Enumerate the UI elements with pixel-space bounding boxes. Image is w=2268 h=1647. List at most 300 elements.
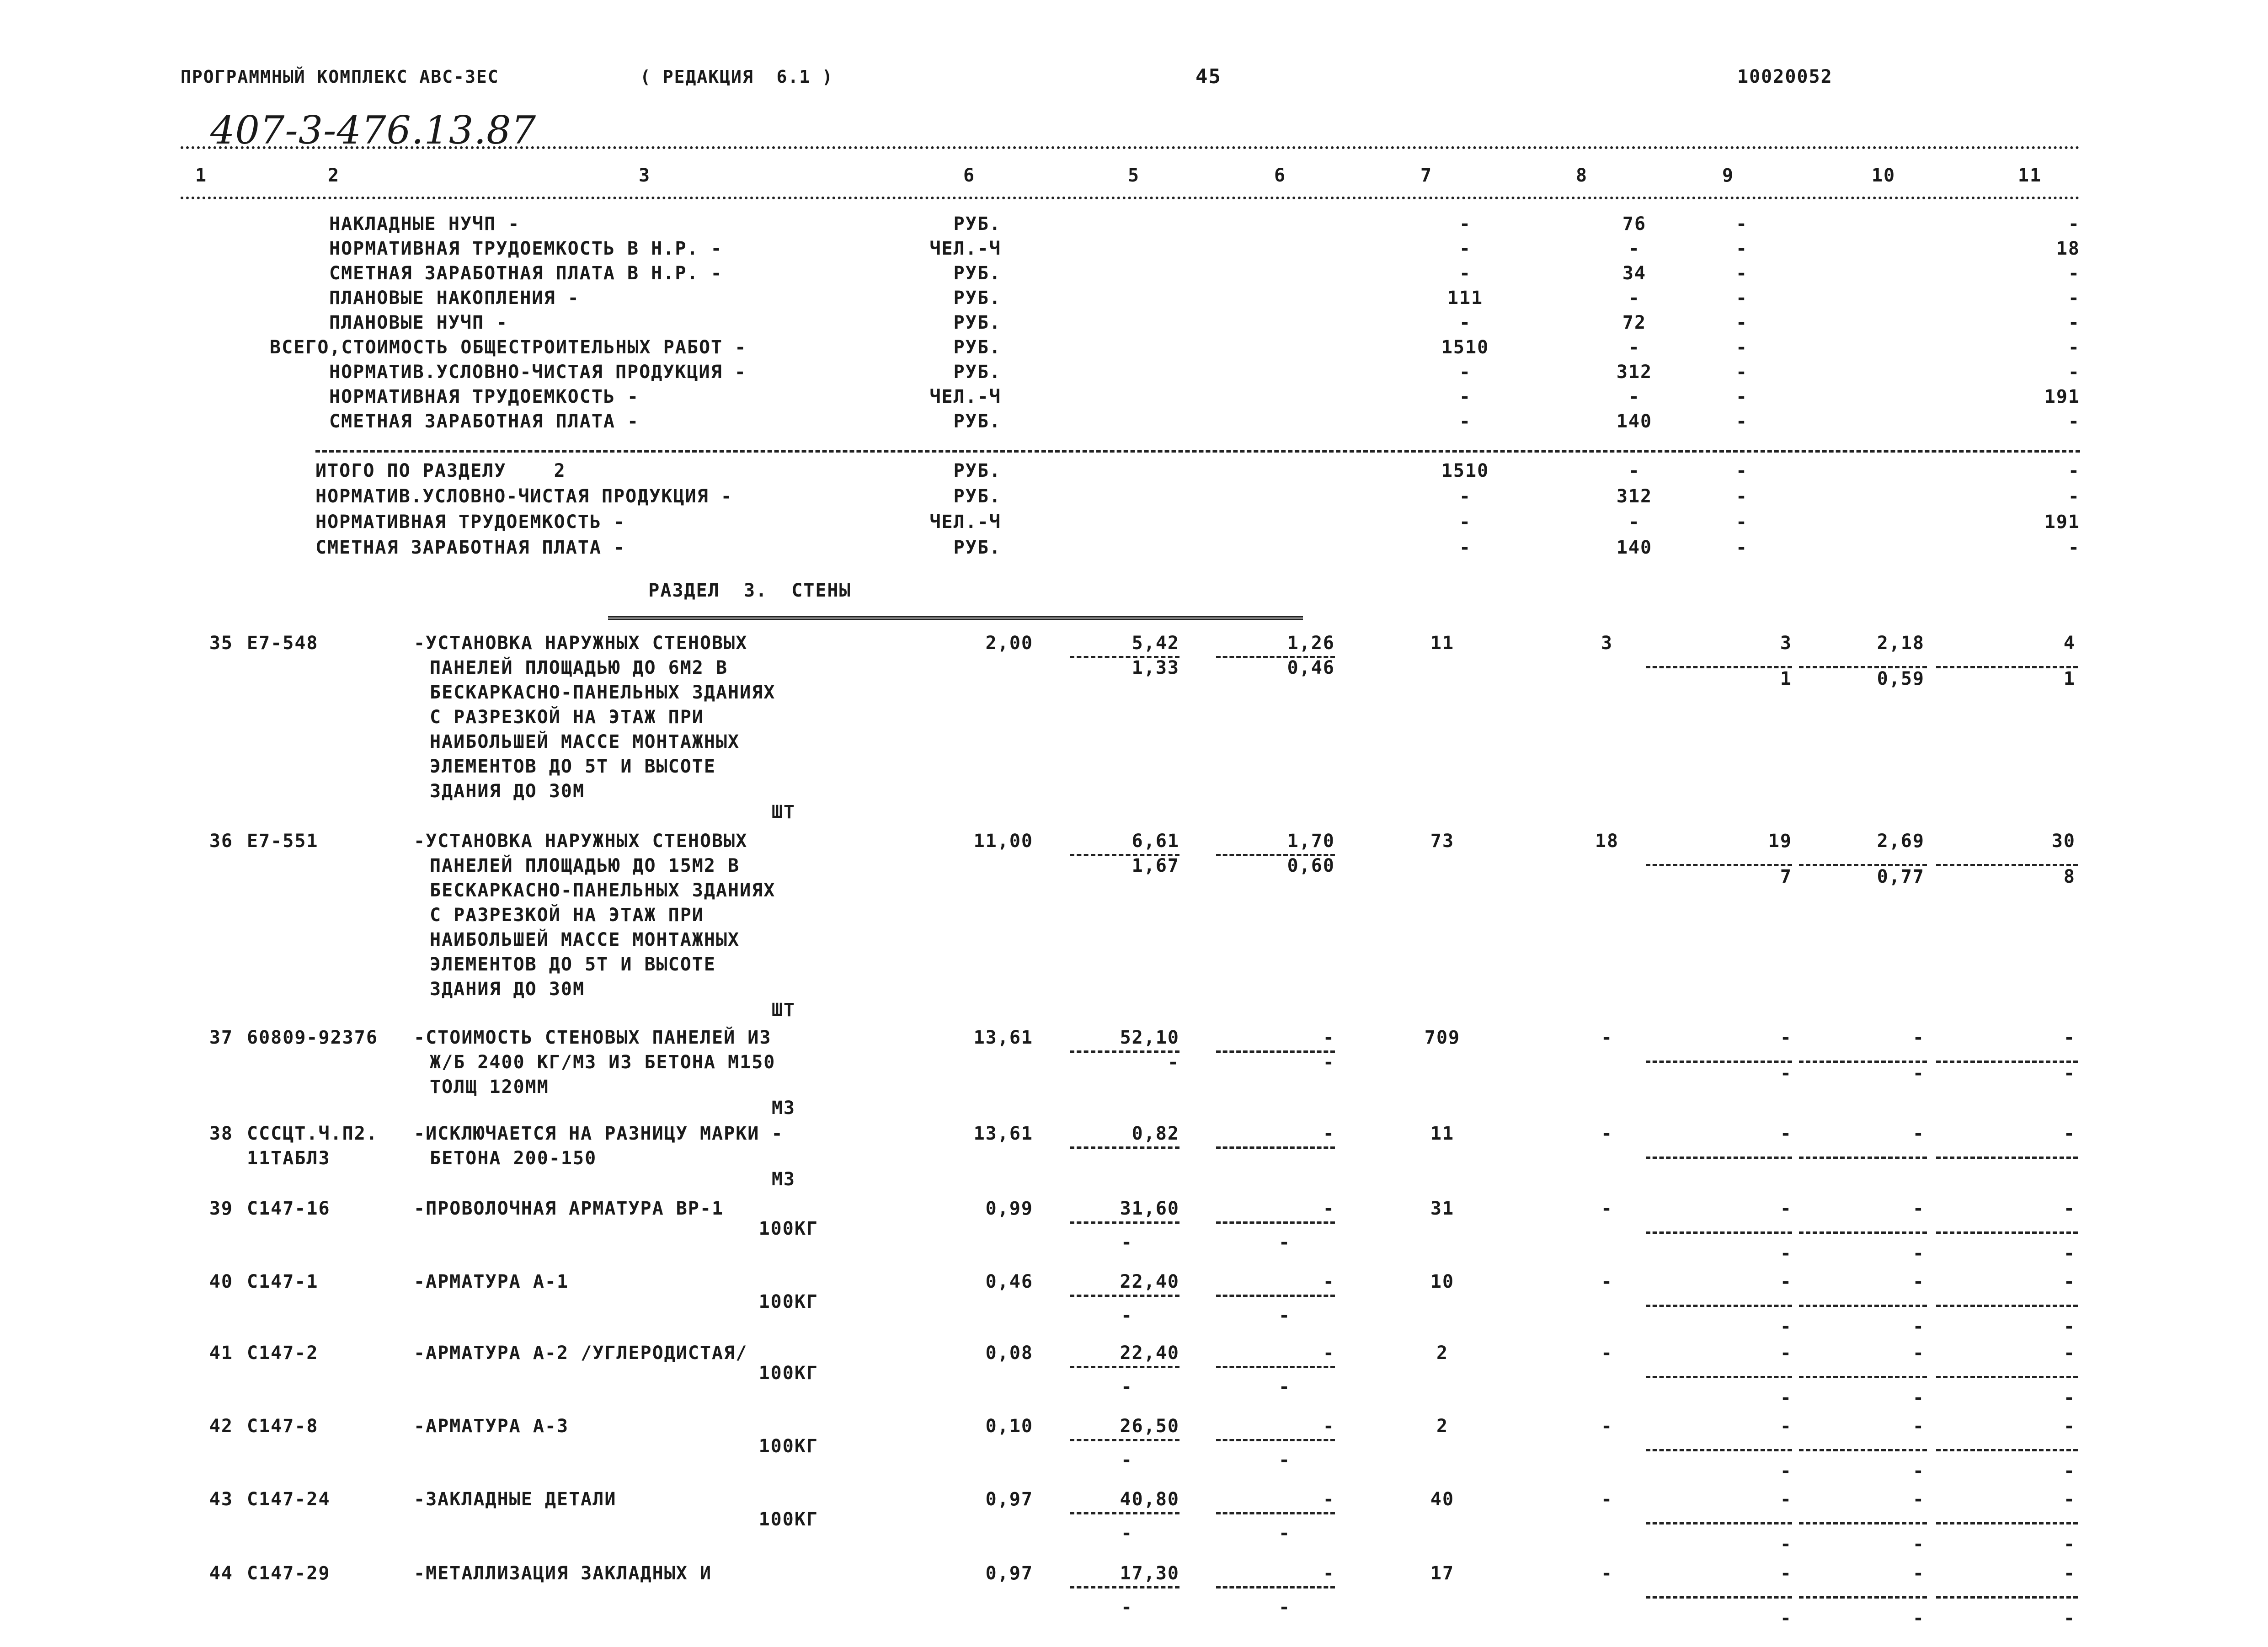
summary-col9: - (1735, 312, 1748, 333)
item-number: 39 (209, 1198, 233, 1219)
summary-col8: - (1628, 288, 1641, 309)
item-col6-second: - (1323, 1052, 1335, 1073)
item-col6: - (1323, 1198, 1335, 1219)
column-header-5: 5 (1127, 165, 1140, 186)
item-col8: - (1601, 1563, 1613, 1584)
item-col10-second: - (1912, 1243, 1925, 1264)
page-number: 45 (1195, 65, 1222, 88)
summary-col9: - (1735, 337, 1748, 358)
item-col6: - (1323, 1123, 1335, 1144)
item-col9-second: - (1780, 1608, 1792, 1629)
summary-unit: РУБ. (953, 213, 1001, 235)
item-col10-second: 0,59 (1877, 668, 1925, 689)
item-unit: М3 (771, 1169, 795, 1190)
item-unit: М3 (771, 1098, 795, 1119)
summary-unit: ЧЕЛ.-Ч (929, 386, 1001, 407)
item-col10: - (1912, 1198, 1925, 1219)
summary-col7: - (1459, 263, 1472, 284)
summary-label: НОРМАТИВНАЯ ТРУДОЕМКОСТЬ - (329, 386, 640, 407)
item-subrule (1936, 864, 2078, 866)
summary-col9: - (1735, 486, 1748, 507)
item-unit: 100КГ (758, 1509, 818, 1530)
item-col11: - (2063, 1563, 2076, 1584)
item-col10-second: - (1912, 1534, 1925, 1555)
summary-unit: РУБ. (953, 411, 1001, 432)
item-col11: - (2063, 1027, 2076, 1048)
column-header-10: 10 (1871, 165, 1896, 186)
item-col10: 2,69 (1877, 831, 1925, 852)
item-subrule (1799, 1522, 1927, 1524)
summary-col8: - (1628, 512, 1641, 533)
summary-label: НОРМАТИВ.УСЛОВНО-ЧИСТАЯ ПРОДУКЦИЯ - (329, 362, 747, 383)
item-col9-second: 7 (1780, 866, 1792, 887)
summary-col9: - (1735, 411, 1748, 432)
item-col11-second: - (2063, 1534, 2076, 1555)
summary-col9: - (1735, 537, 1748, 558)
item-col5: 40,80 (1120, 1489, 1179, 1510)
summary-separator (315, 450, 2080, 453)
item-subrule (1646, 1596, 1792, 1599)
item-col5: 22,40 (1120, 1271, 1179, 1292)
item-col11: 4 (2063, 633, 2076, 654)
item-subrule (1936, 1231, 2078, 1234)
item-subrule (1216, 1295, 1335, 1297)
document-code: 10020052 (1737, 66, 1833, 87)
item-subrule (1646, 1376, 1792, 1378)
item-subrule (1070, 1439, 1179, 1441)
item-col9: - (1780, 1416, 1792, 1437)
item-description-line: ЗДАНИЯ ДО 30М (430, 979, 585, 1000)
column-header-11: 11 (2017, 165, 2042, 186)
summary-col9: - (1735, 238, 1748, 259)
item-subrule (1216, 1366, 1335, 1368)
item-number: 43 (209, 1489, 233, 1510)
column-header-9: 9 (1722, 165, 1734, 186)
summary-col7: - (1459, 213, 1472, 235)
item-col10-second: - (1912, 1608, 1925, 1629)
summary-col9: - (1735, 263, 1748, 284)
item-col11: - (2063, 1416, 2076, 1437)
item-col7: 709 (1424, 1027, 1461, 1048)
edition-label: ( РЕДАКЦИЯ 6.1 ) (640, 67, 833, 87)
item-col10: - (1912, 1123, 1925, 1144)
item-code-line2: 11ТАБЛ3 (247, 1148, 331, 1169)
item-description-line: НАИБОЛЬШЕЙ МАССЕ МОНТАЖНЫХ (430, 731, 740, 752)
item-number: 41 (209, 1343, 233, 1364)
item-code: СССЦТ.Ч.П2. (247, 1123, 378, 1144)
item-col5: 17,30 (1120, 1563, 1179, 1584)
section-title: РАЗДЕЛ 3. СТЕНЫ (648, 580, 851, 601)
item-subrule (1646, 1157, 1792, 1159)
summary-col7: 111 (1447, 288, 1484, 309)
item-quantity: 0,97 (985, 1563, 1033, 1584)
item-quantity: 13,61 (973, 1027, 1033, 1048)
item-description-line: -ИСКЛЮЧАЕТСЯ НА РАЗНИЦУ МАРКИ - (414, 1123, 784, 1144)
item-col7: 10 (1430, 1271, 1455, 1292)
item-subrule (1799, 1157, 1927, 1159)
item-subrule (1936, 1061, 2078, 1063)
item-quantity: 0,08 (985, 1343, 1033, 1364)
item-col9-second: - (1780, 1387, 1792, 1408)
summary-col8: - (1628, 460, 1641, 481)
summary-col8: 140 (1616, 411, 1653, 432)
item-col9: 19 (1768, 831, 1792, 852)
item-col6: 1,70 (1287, 831, 1335, 852)
section-title-underline (608, 616, 1303, 620)
item-col5-second: - (1121, 1376, 1133, 1397)
summary-col8: 72 (1622, 312, 1647, 333)
item-col7: 2 (1436, 1343, 1449, 1364)
summary-unit: РУБ. (953, 312, 1001, 333)
summary-col7: - (1459, 512, 1472, 533)
summary-col7: - (1459, 486, 1472, 507)
summary-label: СМЕТНАЯ ЗАРАБОТНАЯ ПЛАТА - (329, 411, 640, 432)
item-subrule (1646, 1522, 1792, 1524)
item-col5: 6,61 (1131, 831, 1179, 852)
item-col5-second: - (1121, 1450, 1133, 1471)
item-col5-second: - (1121, 1523, 1133, 1544)
item-col10-second: - (1912, 1460, 1925, 1482)
item-subrule (1070, 1586, 1179, 1588)
item-code: С147-2 (247, 1343, 319, 1364)
summary-unit: ЧЕЛ.-Ч (929, 238, 1001, 259)
item-col6-second: - (1278, 1305, 1291, 1326)
summary-col11: - (2068, 362, 2080, 383)
item-col9-second: - (1780, 1243, 1792, 1264)
item-col8: - (1601, 1123, 1613, 1144)
item-description-line: С РАЗРЕЗКОЙ НА ЭТАЖ ПРИ (430, 905, 704, 926)
item-unit: 100КГ (758, 1218, 818, 1239)
summary-col8: 140 (1616, 537, 1653, 558)
item-col11-second: - (2063, 1608, 2076, 1629)
item-code: С147-29 (247, 1563, 331, 1584)
item-subrule (1646, 1305, 1792, 1307)
item-col10: - (1912, 1271, 1925, 1292)
item-col11-second: - (2063, 1460, 2076, 1482)
item-description-line: Ж/Б 2400 КГ/М3 ИЗ БЕТОНА М150 (430, 1052, 776, 1073)
item-col6-second: 0,60 (1287, 855, 1335, 876)
item-col9: - (1780, 1123, 1792, 1144)
item-col7: 40 (1430, 1489, 1455, 1510)
handwritten-project-number: 407-3-476.13.87 (210, 108, 537, 153)
item-col10: 2,18 (1877, 633, 1925, 654)
item-description-line: -СТОИМОСТЬ СТЕНОВЫХ ПАНЕЛЕЙ ИЗ (414, 1027, 772, 1048)
item-col6: - (1323, 1489, 1335, 1510)
item-col5: 31,60 (1120, 1198, 1179, 1219)
item-subrule (1646, 1061, 1792, 1063)
item-col5-second: - (1121, 1305, 1133, 1326)
item-col7: 2 (1436, 1416, 1449, 1437)
summary-label: СМЕТНАЯ ЗАРАБОТНАЯ ПЛАТА В Н.Р. - (329, 263, 723, 284)
program-title: ПРОГРАММНЫЙ КОМПЛЕКС АВС-ЗЕС (181, 67, 499, 87)
item-col9: - (1780, 1198, 1792, 1219)
item-col8: - (1601, 1027, 1613, 1048)
item-col7: 11 (1430, 1123, 1455, 1144)
summary-col11: 191 (2044, 386, 2080, 407)
item-description-line: -ПРОВОЛОЧНАЯ АРМАТУРА ВР-1 (414, 1198, 724, 1219)
summary-col7: - (1459, 537, 1472, 558)
item-col6-second: - (1278, 1523, 1291, 1544)
item-col8: - (1601, 1416, 1613, 1437)
summary-label: НОРМАТИВНАЯ ТРУДОЕМКОСТЬ - (315, 512, 626, 533)
item-col10: - (1912, 1563, 1925, 1584)
item-col5-second: 1,33 (1131, 657, 1179, 678)
summary-col9: - (1735, 362, 1748, 383)
item-subrule (1799, 1061, 1927, 1063)
summary-unit: РУБ. (953, 362, 1001, 383)
summary-label: ВСЕГО,СТОИМОСТЬ ОБЩЕСТРОИТЕЛЬНЫХ РАБОТ - (270, 337, 747, 358)
column-header-7: 7 (1420, 165, 1433, 186)
item-col11-second: - (2063, 1316, 2076, 1337)
header-bottom-rule (181, 197, 2080, 199)
column-header-4: 6 (963, 165, 976, 186)
item-subrule (1646, 864, 1792, 866)
summary-col11: - (2068, 263, 2080, 284)
item-quantity: 0,46 (985, 1271, 1033, 1292)
item-col6: 1,26 (1287, 633, 1335, 654)
column-header-1: 1 (195, 165, 208, 186)
item-description-line: -ЗАКЛАДНЫЕ ДЕТАЛИ (414, 1489, 617, 1510)
summary-col7: 1510 (1441, 460, 1489, 481)
item-description-line: -УСТАНОВКА НАРУЖНЫХ СТЕНОВЫХ (414, 831, 748, 852)
item-subrule (1936, 1376, 2078, 1378)
item-col9: 3 (1780, 633, 1792, 654)
summary-col8: 76 (1622, 213, 1647, 235)
summary-col9: - (1735, 460, 1748, 481)
item-quantity: 11,00 (973, 831, 1033, 852)
item-description-line: БЕСКАРКАСНО-ПАНЕЛЬНЫХ ЗДАНИЯХ (430, 682, 776, 703)
item-subrule (1646, 1231, 1792, 1234)
item-unit: 100КГ (758, 1291, 818, 1312)
item-subrule (1799, 1596, 1927, 1599)
summary-col8: 312 (1616, 362, 1653, 383)
item-col7: 17 (1430, 1563, 1455, 1584)
item-col7: 31 (1430, 1198, 1455, 1219)
item-subrule (1216, 1221, 1335, 1224)
column-header-8: 8 (1575, 165, 1588, 186)
item-code: С147-1 (247, 1271, 319, 1292)
summary-col7: - (1459, 362, 1472, 383)
item-col5-second: 1,67 (1131, 855, 1179, 876)
item-col9-second: - (1780, 1316, 1792, 1337)
item-col10-second: 0,77 (1877, 866, 1925, 887)
summary-unit: РУБ. (953, 537, 1001, 558)
item-col10: - (1912, 1027, 1925, 1048)
column-header-2: 2 (327, 165, 340, 186)
item-subrule (1070, 1221, 1179, 1224)
item-subrule (1936, 1305, 2078, 1307)
item-col8: - (1601, 1489, 1613, 1510)
item-col11-second: - (2063, 1243, 2076, 1264)
item-col11: - (2063, 1271, 2076, 1292)
item-description-line: БЕТОНА 200-150 (430, 1148, 597, 1169)
item-col6-second: - (1278, 1376, 1291, 1397)
summary-col8: - (1628, 337, 1641, 358)
summary-col9: - (1735, 288, 1748, 309)
item-number: 40 (209, 1271, 233, 1292)
item-quantity: 2,00 (985, 633, 1033, 654)
item-col6-second: - (1278, 1597, 1291, 1618)
summary-label: ПЛАНОВЫЕ НАКОПЛЕНИЯ - (329, 288, 580, 309)
summary-col7: - (1459, 386, 1472, 407)
item-number: 35 (209, 633, 233, 654)
item-description-line: -УСТАНОВКА НАРУЖНЫХ СТЕНОВЫХ (414, 633, 748, 654)
item-code: 60809-92376 (247, 1027, 378, 1048)
item-col9: - (1780, 1343, 1792, 1364)
item-col9-second: - (1780, 1534, 1792, 1555)
item-subrule (1070, 1366, 1179, 1368)
summary-col9: - (1735, 512, 1748, 533)
item-subrule (1936, 1596, 2078, 1599)
item-col11: - (2063, 1123, 2076, 1144)
summary-col9: - (1735, 213, 1748, 235)
item-col6: - (1323, 1343, 1335, 1364)
item-description-line: ТОЛЩ 120ММ (430, 1077, 549, 1098)
item-col6: - (1323, 1563, 1335, 1584)
item-col5: 0,82 (1131, 1123, 1179, 1144)
summary-label: НОРМАТИВНАЯ ТРУДОЕМКОСТЬ В Н.Р. - (329, 238, 723, 259)
item-description-line: С РАЗРЕЗКОЙ НА ЭТАЖ ПРИ (430, 707, 704, 728)
item-description-line: -АРМАТУРА А-1 (414, 1271, 569, 1292)
item-description-line: НАИБОЛЬШЕЙ МАССЕ МОНТАЖНЫХ (430, 929, 740, 950)
item-subrule (1216, 1586, 1335, 1588)
summary-col8: 312 (1616, 486, 1653, 507)
summary-col11: - (2068, 213, 2080, 235)
item-number: 36 (209, 831, 233, 852)
summary-col9: - (1735, 386, 1748, 407)
item-number: 38 (209, 1123, 233, 1144)
item-col8: - (1601, 1271, 1613, 1292)
item-code: Е7-551 (247, 831, 319, 852)
item-subrule (1936, 1449, 2078, 1451)
item-col5: 22,40 (1120, 1343, 1179, 1364)
summary-unit: РУБ. (953, 460, 1001, 481)
item-col9: - (1780, 1563, 1792, 1584)
item-col10-second: - (1912, 1063, 1925, 1084)
item-code: Е7-548 (247, 633, 319, 654)
summary-col11: - (2068, 486, 2080, 507)
item-quantity: 0,97 (985, 1489, 1033, 1510)
item-description-line: -АРМАТУРА А-2 /УГЛЕРОДИСТАЯ/ (414, 1343, 748, 1364)
item-col11: - (2063, 1489, 2076, 1510)
item-subrule (1216, 1146, 1335, 1149)
item-col11: - (2063, 1343, 2076, 1364)
item-description-line: БЕСКАРКАСНО-ПАНЕЛЬНЫХ ЗДАНИЯХ (430, 880, 776, 901)
item-col9-second: - (1780, 1460, 1792, 1482)
summary-unit: РУБ. (953, 337, 1001, 358)
item-subrule (1070, 1295, 1179, 1297)
item-subrule (1799, 1449, 1927, 1451)
item-description-line: ПАНЕЛЕЙ ПЛОЩАДЬЮ ДО 15М2 В (430, 855, 740, 876)
item-description-line: ПАНЕЛЕЙ ПЛОЩАДЬЮ ДО 6М2 В (430, 657, 728, 678)
item-unit: ШТ (771, 1000, 795, 1021)
item-col7: 73 (1430, 831, 1455, 852)
item-col10-second: - (1912, 1387, 1925, 1408)
summary-col11: - (2068, 312, 2080, 333)
summary-col11: - (2068, 537, 2080, 558)
summary-unit: РУБ. (953, 288, 1001, 309)
summary-col11: - (2068, 337, 2080, 358)
item-unit: 100КГ (758, 1436, 818, 1457)
summary-col8: - (1628, 386, 1641, 407)
column-header-3: 3 (638, 165, 651, 186)
summary-label: СМЕТНАЯ ЗАРАБОТНАЯ ПЛАТА - (315, 537, 626, 558)
item-subrule (1936, 1522, 2078, 1524)
item-col9: - (1780, 1489, 1792, 1510)
header-top-rule (181, 146, 2080, 149)
item-col6-second: - (1278, 1232, 1291, 1253)
summary-col7: - (1459, 411, 1472, 432)
item-subrule (1070, 1512, 1179, 1514)
item-subrule (1070, 1146, 1179, 1149)
summary-unit: РУБ. (953, 486, 1001, 507)
item-col5-second: - (1121, 1597, 1133, 1618)
item-subrule (1936, 666, 2078, 668)
item-col9: - (1780, 1271, 1792, 1292)
item-subrule (1646, 1449, 1792, 1451)
summary-col11: - (2068, 411, 2080, 432)
item-number: 44 (209, 1563, 233, 1584)
summary-label: НОРМАТИВ.УСЛОВНО-ЧИСТАЯ ПРОДУКЦИЯ - (315, 486, 733, 507)
item-col6-second: 0,46 (1287, 657, 1335, 678)
summary-col11: 191 (2044, 512, 2080, 533)
item-col8: - (1601, 1198, 1613, 1219)
item-col6: - (1323, 1027, 1335, 1048)
item-col5: 52,10 (1120, 1027, 1179, 1048)
summary-unit: ЧЕЛ.-Ч (929, 512, 1001, 533)
item-description-line: ЭЛЕМЕНТОВ ДО 5Т И ВЫСОТЕ (430, 756, 716, 777)
item-subrule (1799, 1231, 1927, 1234)
item-subrule (1799, 1305, 1927, 1307)
summary-col8: - (1628, 238, 1641, 259)
summary-col7: 1510 (1441, 337, 1489, 358)
item-subrule (1936, 1157, 2078, 1159)
item-col5: 26,50 (1120, 1416, 1179, 1437)
column-header-6: 6 (1274, 165, 1286, 186)
item-col5-second: - (1121, 1232, 1133, 1253)
item-description-line: ЭЛЕМЕНТОВ ДО 5Т И ВЫСОТЕ (430, 954, 716, 975)
item-col10: - (1912, 1489, 1925, 1510)
item-quantity: 0,99 (985, 1198, 1033, 1219)
item-col8: - (1601, 1343, 1613, 1364)
item-col11-second: 8 (2063, 866, 2076, 887)
item-subrule (1646, 666, 1792, 668)
item-subrule (1216, 1439, 1335, 1441)
item-number: 42 (209, 1416, 233, 1437)
item-col9-second: - (1780, 1063, 1792, 1084)
summary-col8: 34 (1622, 263, 1647, 284)
item-col9: - (1780, 1027, 1792, 1048)
item-col5-second: - (1167, 1052, 1179, 1073)
summary-col7: - (1459, 238, 1472, 259)
item-description-line: -МЕТАЛЛИЗАЦИЯ ЗАКЛАДНЫХ И (414, 1563, 712, 1584)
item-code: С147-24 (247, 1489, 331, 1510)
summary-label: НАКЛАДНЫЕ НУЧП - (329, 213, 520, 235)
summary-col11: - (2068, 288, 2080, 309)
summary-col11: - (2068, 460, 2080, 481)
summary-label: ИТОГО ПО РАЗДЕЛУ 2 (315, 460, 566, 481)
summary-unit: РУБ. (953, 263, 1001, 284)
item-subrule (1216, 1512, 1335, 1514)
item-quantity: 13,61 (973, 1123, 1033, 1144)
item-description-line: -АРМАТУРА А-3 (414, 1416, 569, 1437)
item-unit: 100КГ (758, 1363, 818, 1384)
item-col7: 11 (1430, 633, 1455, 654)
item-col11-second: 1 (2063, 668, 2076, 689)
item-col6: - (1323, 1271, 1335, 1292)
item-col11: - (2063, 1198, 2076, 1219)
item-subrule (1799, 1376, 1927, 1378)
